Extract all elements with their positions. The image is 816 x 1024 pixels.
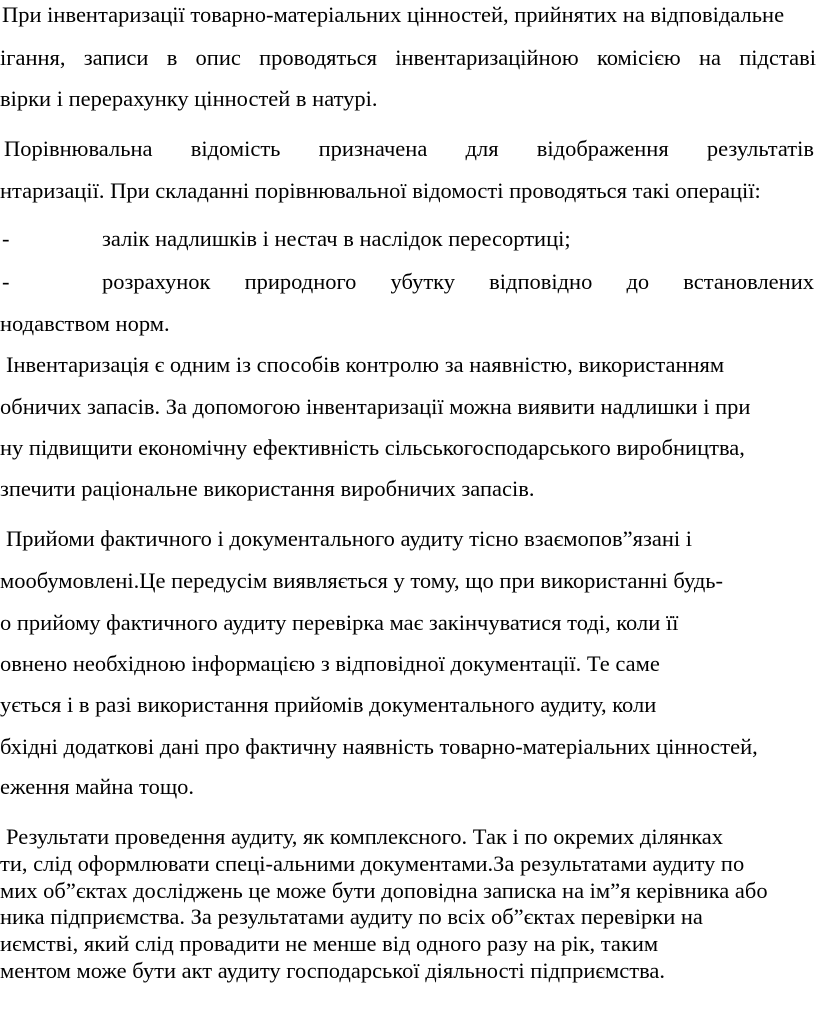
text-line: о прийому фактичного аудиту перевірка має закінчуватися тоді, коли її	[0, 610, 679, 635]
word: відповідно	[489, 269, 593, 294]
word: для	[465, 136, 499, 161]
word: до	[626, 269, 650, 294]
text-line: ти, слід оформлювати спеці-альними документами.За результатами аудиту по	[0, 851, 745, 876]
text-line: ну підвищити економічну ефективність сільськогосподарського виробництва,	[0, 435, 745, 460]
word: встановлених	[683, 269, 814, 294]
text-line: иємстві, який слід провадити не менше від одного разу на рік, таким	[0, 931, 659, 956]
word: на	[698, 45, 722, 70]
word: інвентаризаційною	[395, 45, 579, 70]
text-line: еження майна тощо.	[0, 774, 195, 799]
text-line: вірки і перерахунку цінностей в натурі.	[0, 86, 378, 111]
text-line: нодавством норм.	[0, 311, 170, 336]
text-line-justified	[4, 136, 814, 162]
text-line: Інвентаризація є одним із способів контролю за наявністю, використанням	[6, 352, 725, 377]
text-line: При інвентаризації товарно-матеріальних цінностей, прийнятих на відповідальне	[2, 2, 785, 27]
word: записи	[83, 45, 149, 70]
text-line: Прийоми фактичного і документального аудиту тісно взаємопов”язані і	[6, 526, 693, 551]
text-line: мих об”єктах досліджень це може бути доповідна записка на ім”я керівника або	[0, 878, 768, 903]
word: відображення	[536, 136, 669, 161]
text-line-justified	[0, 45, 816, 71]
word: Порівнювальна	[4, 136, 153, 161]
word: опис	[195, 45, 241, 70]
text-line: нтаризації. При складанні порівнювальної відомості проводяться такі операції:	[0, 178, 761, 203]
text-line: ника підприємства. За результатами аудиту по всіх об”єктах перевірки на	[0, 904, 703, 929]
word: природного	[244, 269, 357, 294]
list-bullet: -	[2, 226, 10, 251]
word: в	[166, 45, 178, 70]
word: ігання,	[0, 45, 66, 70]
text-line: бхідні додаткові дані про фактичну наявність товарно-матеріальних цінностей,	[0, 734, 758, 759]
word: розрахунок	[102, 269, 211, 294]
word: підставі	[739, 45, 816, 70]
list-item-text: залік надлишків і нестач в наслідок пересортиці;	[102, 226, 571, 251]
word: призначена	[318, 136, 428, 161]
text-line: мообумовлені.Це передусім виявляється у тому, що при використанні будь-	[0, 568, 724, 593]
list-item-text-justified	[102, 269, 814, 295]
text-line: Результати проведення аудиту, як комплексного. Так і по окремих ділянках	[6, 824, 724, 849]
text-line: ується і в разі використання прийомів документального аудиту, коли	[0, 692, 657, 717]
text-line: ментом може бути акт аудиту господарської діяльності підприємства.	[0, 958, 666, 983]
list-bullet: -	[2, 269, 10, 294]
text-line: овнено необхідною інформацією з відповідної документації. Те саме	[0, 651, 660, 676]
word: результатів	[706, 136, 814, 161]
word: убутку	[390, 269, 456, 294]
text-line: зпечити раціональне використання виробничих запасів.	[0, 476, 535, 501]
word: комісією	[596, 45, 681, 70]
word: проводяться	[259, 45, 377, 70]
word: відомість	[190, 136, 281, 161]
text-line: обничих запасів. За допомогою інвентаризації можна виявити надлишки і при	[0, 394, 751, 419]
